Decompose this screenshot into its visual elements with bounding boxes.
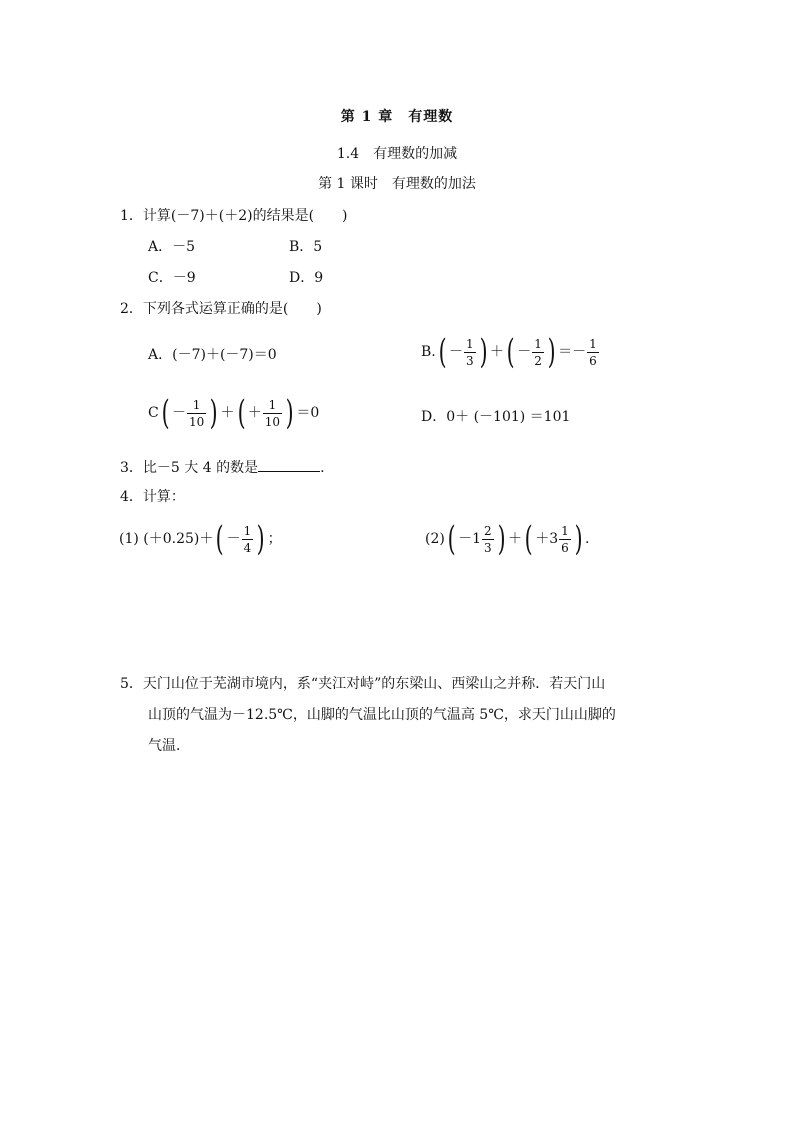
period: . [320, 460, 325, 476]
question-1-option-b: B．5 [289, 239, 323, 255]
sign: － [449, 344, 464, 361]
option-b-label: B. [421, 344, 436, 361]
right-paren: ) [574, 519, 583, 559]
plus-sign: ＋ [507, 531, 522, 548]
left-paren: ( [438, 332, 447, 372]
equals-zero: ＝0 [296, 405, 320, 422]
option-c-label: C [148, 405, 159, 422]
question-5-line-3: 气温． [148, 738, 190, 754]
lesson-title: 第 1 课时 有理数的加法 [318, 176, 476, 192]
section-title: 1.4 有理数的加减 [336, 146, 458, 162]
question-4-part-1 [119, 519, 282, 559]
fraction: $\frac{2}{3}$ [484, 523, 492, 555]
left-paren: ( [524, 519, 533, 559]
question-2-option-b [421, 332, 600, 372]
left-paren: ( [216, 519, 225, 559]
fraction: $\frac{1}{2}$ [534, 336, 542, 368]
sign: ＋ [247, 405, 262, 422]
question-2-option-a: A．(－7)＋(－7)＝0 [148, 347, 277, 363]
question-2-option-d: D．0＋ (－101) ＝101 [421, 409, 571, 425]
fraction: $\frac{1}{3}$ [466, 336, 474, 368]
fraction: $\frac{1}{10}$ [188, 397, 205, 429]
plus-sign: ＋ [489, 344, 504, 361]
fraction: $\frac{1}{10}$ [264, 397, 281, 429]
right-paren: ) [209, 393, 218, 433]
equals-sign: ＝－ [558, 344, 587, 361]
mixed-whole: －1 [458, 531, 482, 548]
question-2-option-c [148, 393, 320, 433]
question-3-text: 3．比－5 大 4 的数是 [120, 460, 259, 476]
question-4-stem: 4．计算： [120, 489, 185, 505]
question-1-option-d: D．9 [289, 270, 324, 286]
part-1-label: (1) (＋0.25)＋ [119, 531, 214, 548]
question-3-stem [120, 459, 325, 475]
left-paren: ( [237, 393, 246, 433]
question-1-stem: 1．计算(－7)＋(＋2)的结果是( ) [120, 208, 348, 224]
question-4-part-2 [425, 519, 590, 559]
right-paren: ) [547, 332, 556, 372]
right-paren: ) [497, 519, 506, 559]
question-2-stem: 2．下列各式运算正确的是( ) [120, 301, 322, 317]
period: . [585, 531, 590, 548]
left-paren: ( [161, 393, 170, 433]
sign: － [517, 344, 532, 361]
plus-sign: ＋ [220, 405, 235, 422]
question-5-line-1: 5．天门山位于芜湖市境内，系“夹江对峙”的东梁山、西梁山之并称．若天门山 [120, 676, 606, 692]
question-1-option-c: C．－9 [148, 270, 196, 286]
left-paren: ( [506, 332, 515, 372]
right-paren: ) [285, 393, 294, 433]
part-2-label: (2) [425, 531, 445, 548]
question-1-option-a: A．－5 [148, 239, 196, 255]
question-5-line-2: 山顶的气温为－12.5℃，山脚的气温比山顶的气温高 5℃，求天门山山脚的 [148, 707, 616, 723]
sign: － [226, 531, 241, 548]
right-paren: ) [256, 519, 265, 559]
fraction: $\frac{1}{6}$ [589, 336, 597, 368]
sign: － [171, 405, 186, 422]
fraction: $\frac{1}{6}$ [561, 523, 569, 555]
right-paren: ) [479, 332, 488, 372]
fraction: $\frac{1}{4}$ [243, 523, 252, 555]
answer-blank[interactable] [258, 459, 320, 472]
mixed-whole: ＋3 [535, 531, 559, 548]
semicolon: ； [267, 531, 282, 548]
left-paren: ( [447, 519, 456, 559]
chapter-title: 第 1 章 有理数 [340, 109, 454, 125]
